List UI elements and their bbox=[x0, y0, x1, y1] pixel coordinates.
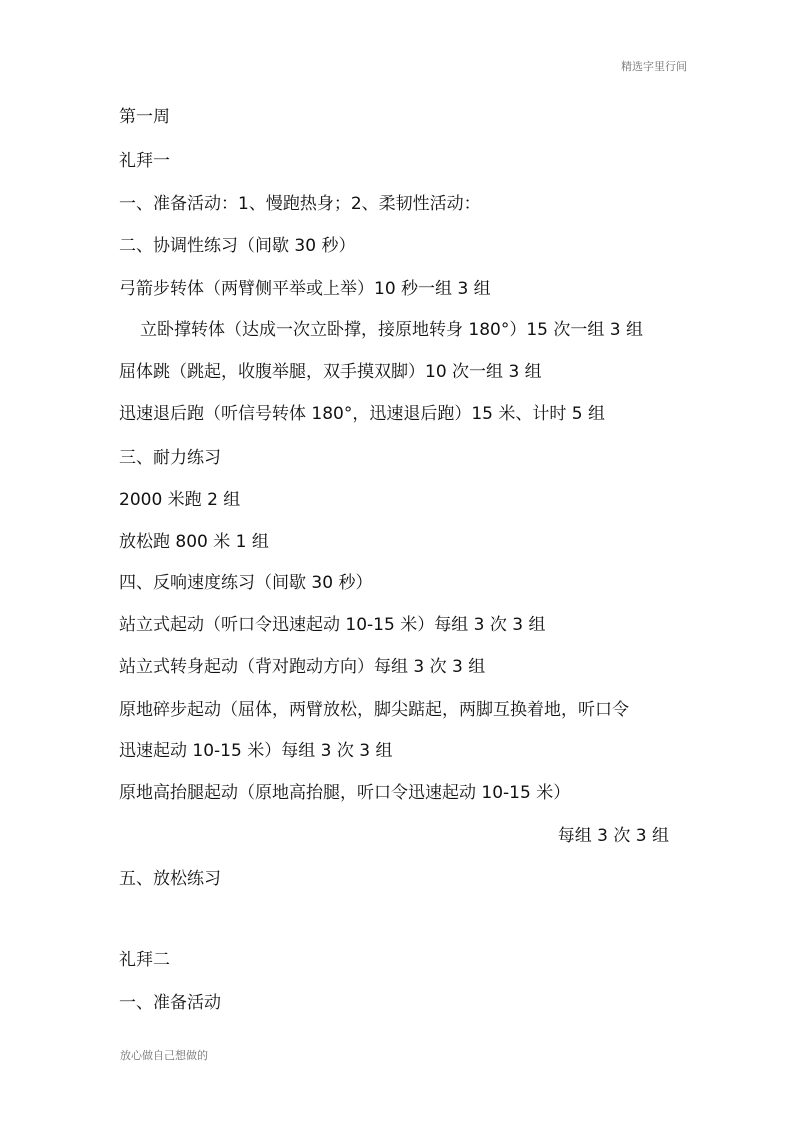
exercise-lunge-rotation: 弓箭步转体（两臂侧平举或上举）10 秒一组 3 组 bbox=[119, 279, 491, 299]
exercise-turning-start: 站立式转身起动（背对跑动方向）每组 3 次 3 组 bbox=[119, 657, 486, 677]
exercise-2000m-run: 2000 米跑 2 组 bbox=[119, 490, 241, 510]
exercise-800m-recovery-run: 放松跑 800 米 1 组 bbox=[119, 532, 269, 552]
section-reaction-speed: 四、反响速度练习（间歇 30 秒） bbox=[119, 573, 373, 593]
exercise-standing-start: 站立式起动（听口令迅速起动 10-15 米）每组 3 次 3 组 bbox=[119, 615, 546, 635]
section-warmup: 一、准备活动：1、慢跑热身；2、柔韧性活动： bbox=[119, 194, 481, 214]
exercise-high-knee-start-sets: 每组 3 次 3 组 bbox=[557, 826, 669, 846]
exercise-quick-steps-start-line1: 原地碎步起动（屈体，两臂放松，脚尖踮起，两脚互换着地，听口令 bbox=[119, 700, 629, 720]
exercise-high-knee-start: 原地高抬腿起动（原地高抬腿，听口令迅速起动 10-15 米） bbox=[119, 783, 571, 803]
day-title-tuesday: 礼拜二 bbox=[119, 950, 170, 970]
day-title-monday: 礼拜一 bbox=[119, 151, 170, 171]
exercise-burpee-rotation: 立卧撑转体（达成一次立卧撑，接原地转身 180°）15 次一组 3 组 bbox=[140, 320, 644, 340]
section-coordination: 二、协调性练习（间歇 30 秒） bbox=[119, 236, 356, 256]
section-warmup-tuesday: 一、准备活动 bbox=[119, 993, 221, 1013]
exercise-backpedal: 迅速退后跑（听信号转体 180°，迅速退后跑）15 米、计时 5 组 bbox=[119, 404, 606, 424]
week-title: 第一周 bbox=[119, 107, 170, 127]
page-footer: 放心做自己想做的 bbox=[120, 1049, 208, 1062]
section-endurance: 三、耐力练习 bbox=[119, 448, 221, 468]
page-header: 精选字里行间 bbox=[621, 60, 687, 73]
section-cooldown: 五、放松练习 bbox=[119, 869, 221, 889]
exercise-pike-jump: 屈体跳（跳起，收腹举腿，双手摸双脚）10 次一组 3 组 bbox=[119, 362, 542, 382]
exercise-quick-steps-start-line2: 迅速起动 10-15 米）每组 3 次 3 组 bbox=[119, 741, 393, 761]
